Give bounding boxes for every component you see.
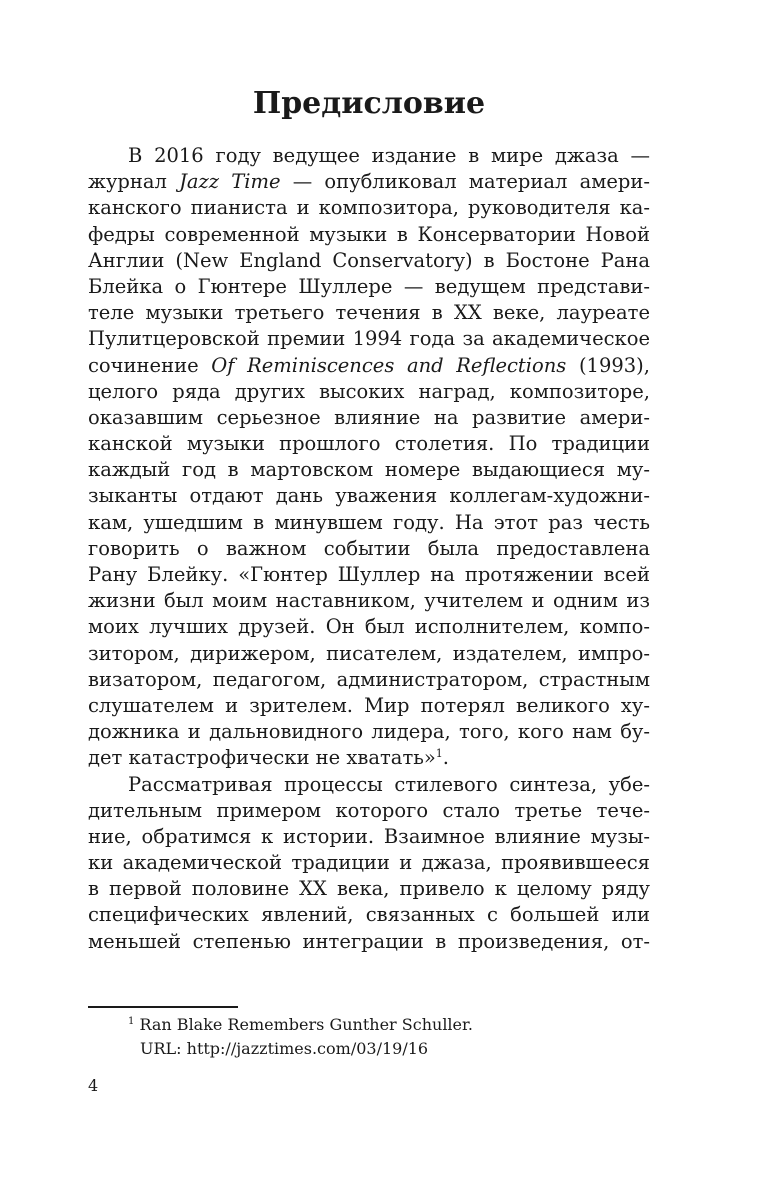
text-line: Англии (New England Conservatory) в Бостоне Рана [88,248,650,272]
text-line: визатором, педагогом, администратором, страстным [88,667,650,691]
text-line: зитором, дирижером, писателем, издателем, импро- [88,641,650,665]
journal-title: Jazz Time [179,170,281,194]
text-fragment: журнал [88,170,180,194]
footnote-url[interactable]: URL: http://jazztimes.com/03/19/16 [140,1039,429,1058]
text-line: каждый год в мартовском номере выдающиеся му- [88,458,650,482]
text-fragment: дет катастрофически не хватать» [88,746,436,770]
text-line: Блейка о Гюнтере Шуллере — ведущем представи- [88,274,650,298]
text-line: канской музыки прошлого столетия. По традиции [88,432,650,456]
footnote-separator [88,1006,238,1008]
page-title: Предисловие [252,86,486,121]
text-line: теле музыки третьего течения в XX веке, лауреате [88,301,650,325]
text-line: ки академической традиции и джаза, проявившееся [88,851,650,875]
text-fragment: . [442,746,449,770]
text-line: специфических явлений, связанных с большей или [88,903,650,927]
text-line: федры современной музыки в Консерватории Новой [88,222,650,246]
text-line: Рассматривая процессы стилевого синтеза, убе- [128,772,650,796]
work-title: Of Reminiscences and Reflections [211,353,567,377]
book-page [88,0,650,1182]
text-line: оказавшим серьезное влияние на развитие амери- [88,405,650,429]
text-line: зыканты отдают дань уважения коллегам-художни- [88,484,650,508]
footnote-text: Ran Blake Remembers Gunther Schuller. [134,1015,473,1034]
text-line: слушателем и зрителем. Мир потерял великого ху- [88,693,650,717]
text-line: канского пианиста и композитора, руководителя ка- [88,196,650,220]
text-line: в первой половине XX века, привело к целому ряду [88,877,650,901]
text-fragment: (1993), [566,353,650,377]
footnote-marker: 1 [128,1016,135,1027]
page-number: 4 [88,1076,99,1095]
text-line: моих лучших друзей. Он был исполнителем, компо- [88,615,650,639]
footnote-text-line [128,1015,473,1034]
text-line: меньшей степенью интеграции в произведения, от- [88,929,650,953]
text-line [88,353,650,379]
footnote-reference[interactable]: 1 [435,747,443,761]
text-fragment: — опубликовал материал амери- [280,170,650,194]
text-line: дожника и дальновидного лидера, того, кого нам бу- [88,720,650,744]
text-line: кам, ушедшим в минувшем году. На этот раз честь [88,510,650,534]
text-line: ние, обратимся к истории. Взаимное влияние музы- [88,824,650,848]
text-line [88,745,650,771]
body-text [88,143,650,955]
text-line: говорить о важном событии была предоставлена [88,536,650,560]
text-line: В 2016 году ведущее издание в мире джаза — [128,144,650,167]
text-fragment: сочинение [88,353,212,377]
text-line: жизни был моим наставником, учителем и одним из [88,589,650,613]
text-line: Пулитцеровской премии 1994 года за академическое [88,327,650,351]
text-line: Рану Блейку. «Гюнтер Шуллер на протяжении всей [88,563,650,586]
text-line: дительным примером которого стало третье тече- [88,798,650,822]
footnote [128,1013,473,1061]
text-line: целого ряда других высоких наград, композиторе, [88,379,650,403]
text-line [88,169,650,195]
